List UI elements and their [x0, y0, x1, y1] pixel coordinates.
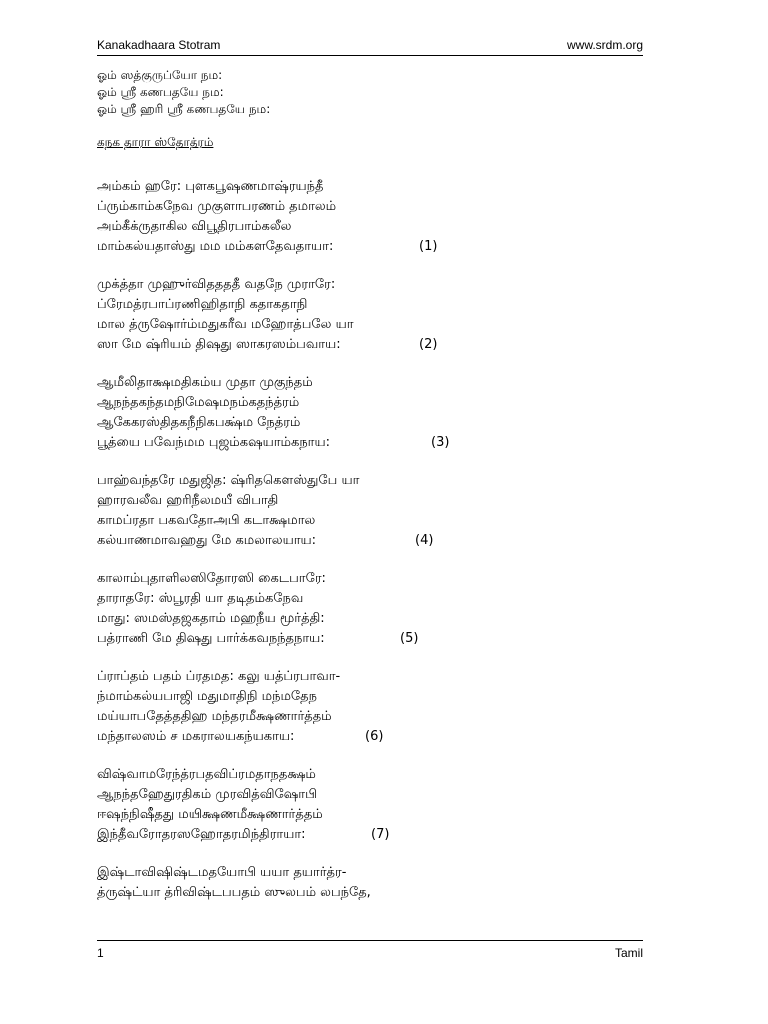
verse-3	[97, 373, 657, 453]
verse-5	[97, 569, 657, 649]
verse-line: ப்ரேமத்ரபாப்ரணிஹிதாநி கதாகதாநி	[97, 297, 308, 312]
verse-line: மாம்கல்யதாஸ்து மம மம்களதேவதாயா:	[97, 239, 334, 254]
verse-number: (1)	[419, 239, 438, 254]
verse-line: தாராதரே: ஸ்பூரதி யா தடிதம்கநேவ	[97, 591, 304, 606]
verse-last-line-row	[97, 629, 657, 649]
verse-line: மாது: ஸமஸ்தஜகதாம் மஹநீய மூர்த்தி:	[97, 611, 325, 626]
verse-line: காலாம்புதாளிலஸிதோரஸி கைடபாரே:	[97, 571, 326, 586]
verse-last-line-row	[97, 727, 657, 747]
invocations	[97, 67, 657, 118]
page-footer	[97, 945, 643, 963]
verse-line: மய்யாபதேத்ததிஹ மந்தரமீக்ஷணார்த்தம்	[97, 709, 332, 724]
verse-last-line-row	[97, 825, 657, 845]
verse-line: மந்தாலஸம் ச மகராலயகந்யகாய:	[97, 729, 295, 744]
verse-6	[97, 667, 657, 747]
verse-line: ஹாரவலீவ ஹரிநீலமயீ விபாதி	[97, 493, 279, 508]
verse-line: ஆகேகரஸ்திதகநீநிகபக்ஷ்ம நேத்ரம்	[97, 415, 301, 430]
verse-line: ஆமீலிதாக்ஷமதிகம்ய முதா முகுந்தம்	[97, 375, 313, 390]
verse-line: காமப்ரதா பகவதோஅபி கடாக்ஷமால	[97, 513, 316, 528]
verse-line: ஈஷந்நிஷீதது மயிக்ஷணமீக்ஷணார்த்தம்	[97, 807, 323, 822]
verse-8	[97, 863, 657, 903]
invocation-line: ஓம் ஸ்ரீ கணபதயே நம:	[97, 85, 224, 99]
verse-number: (3)	[431, 435, 450, 450]
verse-line: விஷ்வாமரேந்த்ரபதவிப்ரமதாநதக்ஷம்	[97, 767, 316, 782]
verse-line: பாஹ்வந்தரே மதுஜித: ஷ்ரிதகௌஸ்துபே யா	[97, 473, 360, 488]
verse-2	[97, 275, 657, 355]
verse-line: ப்ராப்தம் பதம் ப்ரதமத: கலு யத்ப்ரபாவா-	[97, 669, 341, 684]
verse-line: ஸா மே ஷ்ரியம் திஷது ஸாகரஸம்பவாய:	[97, 337, 341, 352]
verse-number: (2)	[419, 337, 438, 352]
verse-last-line-row	[97, 433, 657, 453]
verse-last-line-row	[97, 237, 657, 257]
page-header	[97, 37, 643, 55]
verse-line: பத்ராணி மே திஷது பார்க்கவநந்தநாய:	[97, 631, 325, 646]
verse-number: (5)	[400, 631, 419, 646]
language-label: Tamil	[614, 946, 643, 960]
verse-number: (7)	[371, 827, 390, 842]
verse-line: கல்யாணமாவஹது மே கமலாலயாய:	[97, 533, 317, 548]
verse-line: ந்மாம்கல்யபாஜி மதுமாதிநி மந்மதேந	[97, 689, 317, 704]
document-title: Kanakadhaara Stotram	[97, 38, 221, 52]
verse-line: த்ருஷ்ட்யா த்ரிவிஷ்டபபதம் ஸுலபம் லபந்தே,	[97, 885, 371, 900]
verse-line: ப்ரும்காம்கநேவ முகுளாபரணம் தமாலம்	[97, 199, 337, 214]
verse-line: பூத்யை பவேந்மம புஜம்கஷயாம்கநாய:	[97, 435, 330, 450]
verse-line: இஷ்டாவிஷிஷ்டமதயோபி யயா தயார்த்ர-	[97, 865, 347, 880]
page-number: 1	[97, 946, 104, 960]
verse-line: ஆநந்தஹேதுரதிகம் முரவித்விஷோபி	[97, 787, 317, 802]
verse-line: மால த்ருஷோர்ம்மதுகரீவ மஹோத்பலே யா	[97, 317, 354, 332]
header-divider	[97, 55, 643, 56]
verse-number: (6)	[365, 729, 384, 744]
page-body	[97, 67, 657, 921]
verse-last-line-row	[97, 335, 657, 355]
verses	[97, 177, 657, 903]
verse-1	[97, 177, 657, 257]
stotram-title: கநக தாரா ஸ்தோத்ரம்	[97, 135, 214, 149]
verse-last-line-row	[97, 531, 657, 551]
invocation-line: ஓம் ஸ்ரீ ஹரி ஸ்ரீ கணபதயே நம:	[97, 102, 271, 116]
website-link[interactable]: www.srdm.org	[566, 38, 643, 52]
verse-number: (4)	[415, 533, 434, 548]
verse-line: இந்தீவரோதரஸஹோதரமிந்திராயா:	[97, 827, 306, 842]
footer-divider	[97, 940, 643, 941]
invocation-line: ஓம் ஸத்குருப்யோ நம:	[97, 68, 223, 82]
verse-line: அம்கம் ஹரே: புளகபூஷணமாஷ்ரயந்தீ	[97, 179, 324, 194]
verse-line: ஆநந்தகந்தமநிமேஷமநம்கதந்த்ரம்	[97, 395, 300, 410]
verse-7	[97, 765, 657, 845]
verse-line: அம்கீக்ருதாகில விபூதிரபாம்கலீல	[97, 219, 292, 234]
verse-line: முக்த்தா முஹுர்விததததீ வதநே முராரே:	[97, 277, 336, 292]
verse-4	[97, 471, 657, 551]
